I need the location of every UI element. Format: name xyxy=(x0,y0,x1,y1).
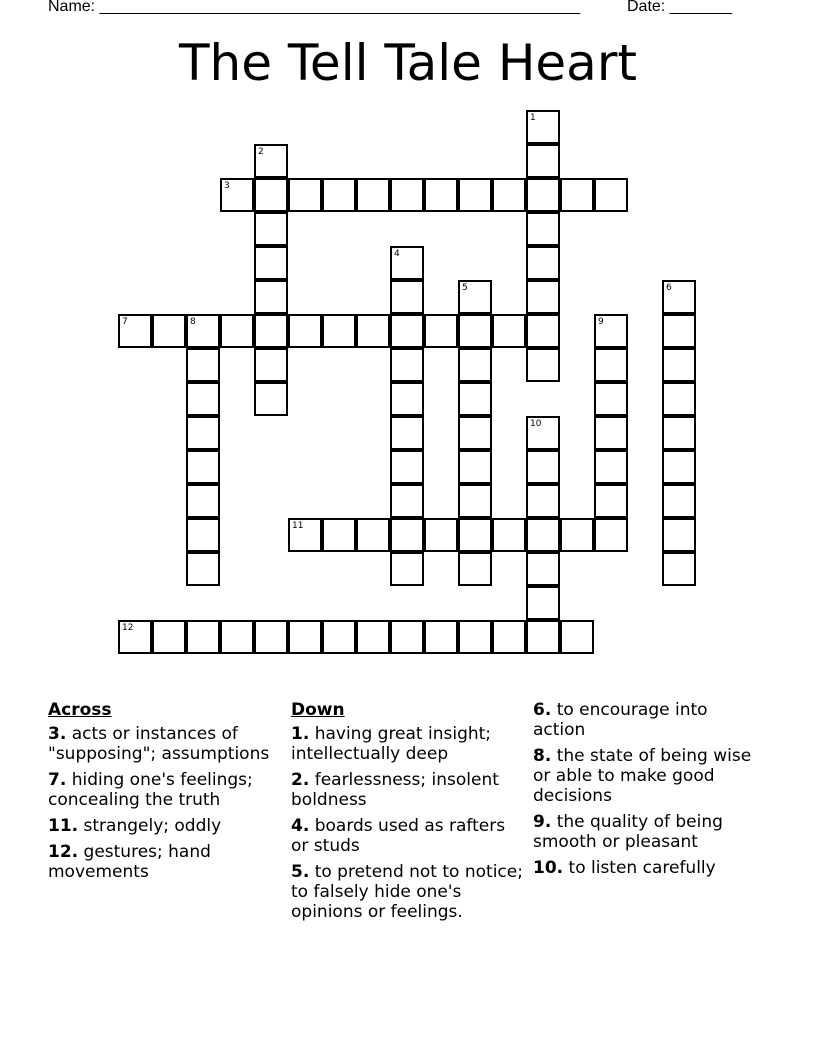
clue-number: 10. xyxy=(533,858,564,878)
crossword-cell[interactable] xyxy=(662,280,696,314)
crossword-cell[interactable] xyxy=(254,620,288,654)
clue-number: 1. xyxy=(291,724,310,744)
crossword-cell[interactable] xyxy=(662,450,696,484)
crossword-cell[interactable] xyxy=(458,382,492,416)
clue-number: 7. xyxy=(48,770,67,790)
crossword-cell[interactable] xyxy=(390,518,424,552)
crossword-cell[interactable] xyxy=(390,552,424,586)
crossword-cell[interactable] xyxy=(356,518,390,552)
crossword-cell[interactable] xyxy=(390,178,424,212)
crossword-cell[interactable] xyxy=(662,484,696,518)
crossword-cell[interactable] xyxy=(220,314,254,348)
crossword-cell[interactable] xyxy=(458,518,492,552)
cell-number: 11 xyxy=(292,521,304,531)
down-clues-continued xyxy=(533,700,763,884)
clue-number: 4. xyxy=(291,816,310,836)
crossword-cell[interactable] xyxy=(492,314,526,348)
crossword-cell[interactable] xyxy=(288,178,322,212)
clue-text: gestures; hand movements xyxy=(48,842,211,882)
crossword-cell[interactable] xyxy=(186,416,220,450)
clue-down-5 xyxy=(291,862,525,922)
crossword-cell[interactable] xyxy=(424,314,458,348)
crossword-cell[interactable] xyxy=(526,518,560,552)
crossword-cell[interactable] xyxy=(424,518,458,552)
crossword-cell[interactable] xyxy=(526,144,560,178)
crossword-cell[interactable] xyxy=(186,314,220,348)
clue-number: 3. xyxy=(48,724,67,744)
crossword-cell[interactable] xyxy=(458,280,492,314)
crossword-cell[interactable] xyxy=(118,620,152,654)
crossword-cell[interactable] xyxy=(186,518,220,552)
clue-text: acts or instances of "supposing"; assumptions xyxy=(48,724,270,764)
crossword-cell[interactable] xyxy=(152,314,186,348)
cell-number: 2 xyxy=(258,147,264,157)
crossword-cell[interactable] xyxy=(322,314,356,348)
crossword-cell[interactable] xyxy=(186,450,220,484)
clue-across-12 xyxy=(48,842,280,882)
crossword-cell[interactable] xyxy=(254,212,288,246)
crossword-cell[interactable] xyxy=(186,620,220,654)
clue-down-2 xyxy=(291,770,525,810)
crossword-cell[interactable] xyxy=(186,484,220,518)
clue-number: 6. xyxy=(533,700,552,720)
crossword-cell[interactable] xyxy=(492,178,526,212)
cell-number: 7 xyxy=(122,317,128,327)
clue-number: 5. xyxy=(291,862,310,882)
crossword-cell[interactable] xyxy=(662,552,696,586)
crossword-cell[interactable] xyxy=(254,178,288,212)
cell-number: 8 xyxy=(190,317,196,327)
crossword-cell[interactable] xyxy=(458,450,492,484)
clue-across-7 xyxy=(48,770,280,810)
clue-text: to pretend not to notice; to falsely hide one's opinions or feelings. xyxy=(291,862,523,922)
crossword-cell[interactable] xyxy=(526,620,560,654)
crossword-cell[interactable] xyxy=(594,450,628,484)
clue-down-10 xyxy=(533,858,763,878)
clue-text: to encourage into action xyxy=(533,700,708,740)
crossword-cell[interactable] xyxy=(662,416,696,450)
crossword-cell[interactable] xyxy=(254,382,288,416)
crossword-cell[interactable] xyxy=(526,178,560,212)
crossword-cell[interactable] xyxy=(424,620,458,654)
crossword-cell[interactable] xyxy=(390,280,424,314)
crossword-cell[interactable] xyxy=(526,246,560,280)
across-clues xyxy=(48,700,280,888)
down-clues xyxy=(291,700,525,928)
crossword-cell[interactable] xyxy=(594,348,628,382)
crossword-cell[interactable] xyxy=(662,382,696,416)
crossword-cell[interactable] xyxy=(526,280,560,314)
crossword-cell[interactable] xyxy=(526,212,560,246)
crossword-cell[interactable] xyxy=(390,382,424,416)
crossword-cell[interactable] xyxy=(526,416,560,450)
clue-text: hiding one's feelings; concealing the truth xyxy=(48,770,253,810)
cell-number: 10 xyxy=(530,419,542,429)
clue-text: the state of being wise or able to make good decisions xyxy=(533,746,752,806)
cell-number: 1 xyxy=(530,113,536,123)
clue-down-6 xyxy=(533,700,763,740)
crossword-cell[interactable] xyxy=(662,518,696,552)
crossword-cell[interactable] xyxy=(560,178,594,212)
crossword-cell[interactable] xyxy=(254,144,288,178)
clue-down-1 xyxy=(291,724,525,764)
down-heading: Down xyxy=(291,700,345,720)
clue-number: 12. xyxy=(48,842,79,862)
crossword-cell[interactable] xyxy=(186,382,220,416)
crossword-cell[interactable] xyxy=(526,348,560,382)
puzzle-title: The Tell Tale Heart xyxy=(179,34,637,92)
crossword-cell[interactable] xyxy=(492,620,526,654)
crossword-cell[interactable] xyxy=(662,348,696,382)
crossword-cell[interactable] xyxy=(254,246,288,280)
crossword-cell[interactable] xyxy=(322,518,356,552)
clue-down-8 xyxy=(533,746,763,806)
clue-text: to listen carefully xyxy=(568,858,716,878)
crossword-cell[interactable] xyxy=(424,178,458,212)
date-line: Date: _______ xyxy=(627,0,732,15)
crossword-cell[interactable] xyxy=(458,552,492,586)
crossword-cell[interactable] xyxy=(118,314,152,348)
cell-number: 5 xyxy=(462,283,468,293)
crossword-cell[interactable] xyxy=(390,416,424,450)
crossword-cell[interactable] xyxy=(254,314,288,348)
crossword-cell[interactable] xyxy=(560,518,594,552)
crossword-cell[interactable] xyxy=(526,552,560,586)
clue-text: strangely; oddly xyxy=(83,816,222,836)
crossword-cell[interactable] xyxy=(390,314,424,348)
cell-number: 12 xyxy=(122,623,134,633)
clue-number: 11. xyxy=(48,816,79,836)
crossword-cell[interactable] xyxy=(526,110,560,144)
cell-number: 3 xyxy=(224,181,230,191)
crossword-cell[interactable] xyxy=(390,620,424,654)
crossword-cell[interactable] xyxy=(186,348,220,382)
crossword-cell[interactable] xyxy=(458,484,492,518)
crossword-cell[interactable] xyxy=(288,620,322,654)
crossword-cell[interactable] xyxy=(526,484,560,518)
crossword-cell[interactable] xyxy=(526,586,560,620)
crossword-cell[interactable] xyxy=(288,314,322,348)
crossword-cell[interactable] xyxy=(356,620,390,654)
crossword-cell[interactable] xyxy=(458,314,492,348)
crossword-cell[interactable] xyxy=(594,416,628,450)
crossword-cell[interactable] xyxy=(390,348,424,382)
crossword-cell[interactable] xyxy=(152,620,186,654)
crossword-cell[interactable] xyxy=(594,314,628,348)
cell-number: 4 xyxy=(394,249,400,259)
crossword-cell[interactable] xyxy=(220,178,254,212)
crossword-cell[interactable] xyxy=(356,314,390,348)
crossword-cell[interactable] xyxy=(254,348,288,382)
cell-number: 9 xyxy=(598,317,604,327)
crossword-cell[interactable] xyxy=(594,178,628,212)
clue-number: 9. xyxy=(533,812,552,832)
crossword-cell[interactable] xyxy=(594,382,628,416)
crossword-cell[interactable] xyxy=(458,348,492,382)
crossword-cell[interactable] xyxy=(526,314,560,348)
crossword-cell[interactable] xyxy=(288,518,322,552)
crossword-cell[interactable] xyxy=(254,280,288,314)
clue-text: boards used as rafters or studs xyxy=(291,816,506,856)
crossword-cell[interactable] xyxy=(560,620,594,654)
crossword-cell[interactable] xyxy=(594,518,628,552)
clue-number: 2. xyxy=(291,770,310,790)
crossword-cell[interactable] xyxy=(186,552,220,586)
crossword-cell[interactable] xyxy=(322,178,356,212)
crossword-cell[interactable] xyxy=(458,620,492,654)
clue-text: fearlessness; insolent boldness xyxy=(291,770,499,810)
crossword-cell[interactable] xyxy=(458,178,492,212)
clue-number: 8. xyxy=(533,746,552,766)
clue-text: having great insight; intellectually deep xyxy=(291,724,492,764)
cell-number: 6 xyxy=(666,283,672,293)
clue-across-11 xyxy=(48,816,280,836)
name-line: Name: ______________________________________________________ xyxy=(48,0,581,15)
crossword-cell[interactable] xyxy=(322,620,356,654)
crossword-cell[interactable] xyxy=(458,416,492,450)
crossword-cell[interactable] xyxy=(662,314,696,348)
crossword-cell[interactable] xyxy=(492,518,526,552)
crossword-cell[interactable] xyxy=(390,450,424,484)
clue-down-9 xyxy=(533,812,763,852)
crossword-cell[interactable] xyxy=(526,450,560,484)
crossword-cell[interactable] xyxy=(356,178,390,212)
across-heading: Across xyxy=(48,700,112,720)
crossword-cell[interactable] xyxy=(390,246,424,280)
clue-down-4 xyxy=(291,816,525,856)
clue-across-3 xyxy=(48,724,280,764)
crossword-cell[interactable] xyxy=(390,484,424,518)
crossword-cell[interactable] xyxy=(594,484,628,518)
clue-text: the quality of being smooth or pleasant xyxy=(533,812,723,852)
crossword-cell[interactable] xyxy=(220,620,254,654)
